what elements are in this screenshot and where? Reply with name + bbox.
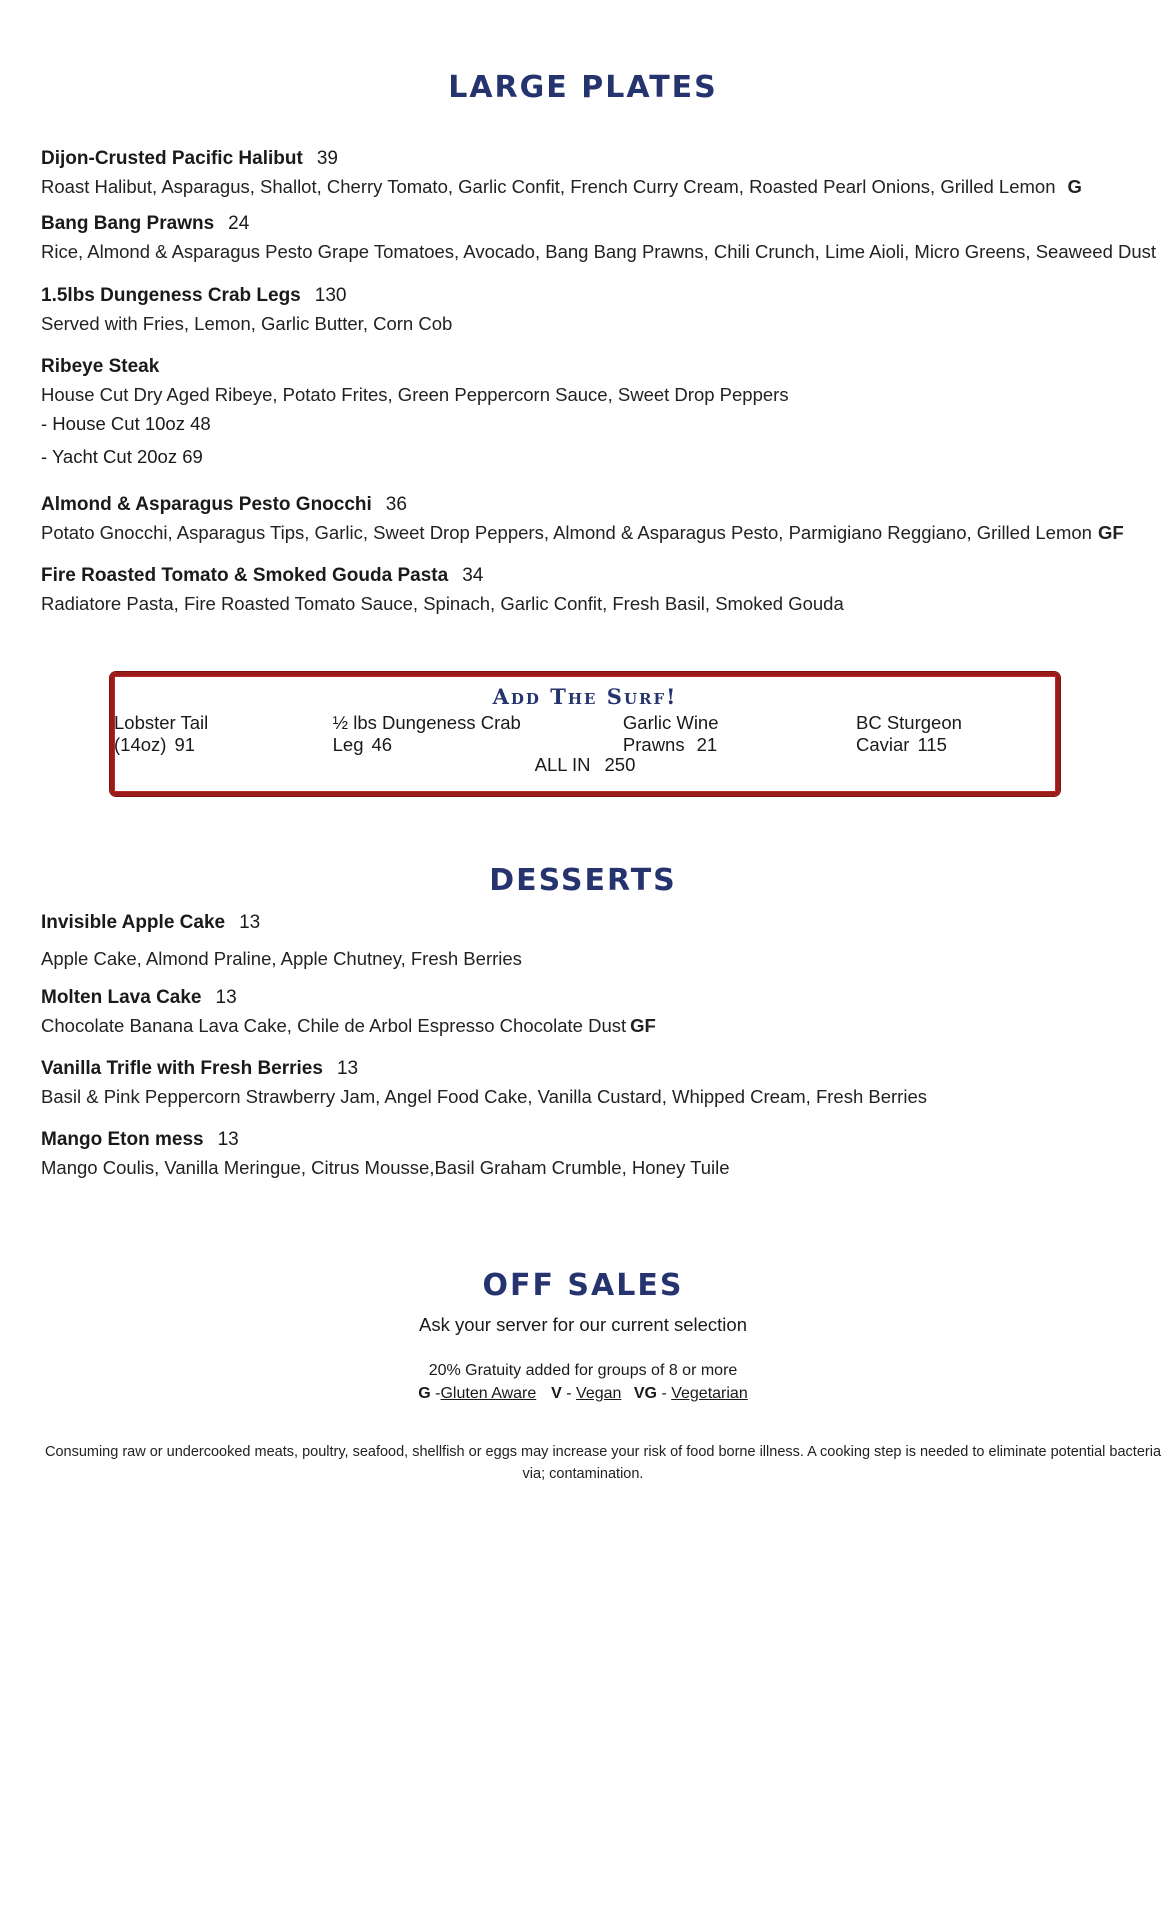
- item-price: 13: [239, 912, 261, 933]
- item-description: Radiatore Pasta, Fire Roasted Tomato Sauce, Spinach, Garlic Confit, Fresh Basil, Smoked Gouda: [41, 593, 844, 614]
- item-description: Potato Gnocchi, Asparagus Tips, Garlic, Sweet Drop Peppers, Almond & Asparagus Pesto, Parmigiano Reggiano, Grilled Lemon: [41, 522, 1092, 543]
- item-price: 13: [336, 1058, 359, 1079]
- item-price: 36: [385, 494, 407, 515]
- item-description: House Cut Dry Aged Ribeye, Potato Frites, Green Peppercorn Sauce, Sweet Drop Peppers: [41, 384, 789, 405]
- diet-tag: G: [1067, 176, 1082, 197]
- surf-item-name: Garlic Wine Prawns: [622, 712, 719, 755]
- diet-legend: G -Gluten Aware V - Vegan VG - Vegetarian: [418, 1385, 748, 1402]
- legend-v-code: V: [551, 1385, 562, 1402]
- disclaimer-line: Consuming raw or undercooked meats, poultry, seafood, shellfish or eggs may increase your risk of food borne illness. A cooking step is needed to eliminate potential bacteria: [44, 1444, 1162, 1460]
- food-safety-disclaimer: [0, 1441, 1166, 1485]
- legend-vg-label: Vegetarian: [671, 1385, 748, 1402]
- item-price: 130: [314, 285, 347, 306]
- all-in-label: ALL IN: [534, 754, 591, 775]
- item-description: Rice, Almond & Asparagus Pesto Grape Tomatoes, Avocado, Bang Bang Prawns, Chili Crunch, Lime Aioli, Micro Greens, Seaweed Dust: [41, 241, 1157, 262]
- item-name: Vanilla Trifle with Fresh Berries: [41, 1058, 323, 1079]
- menu-item-bang-bang-prawns: [41, 213, 1157, 263]
- item-name: Ribeye Steak: [41, 356, 160, 377]
- menu-item-apple-cake: [41, 912, 1121, 970]
- desserts-title: DESSERTS: [489, 863, 677, 898]
- surf-item-price: 46: [371, 734, 393, 755]
- surf-all-in: [114, 754, 1056, 776]
- item-name: Molten Lava Cake: [41, 987, 202, 1008]
- menu-item-ribeye: [41, 356, 1121, 468]
- item-price: 13: [217, 1129, 239, 1150]
- item-name: Invisible Apple Cake: [41, 912, 226, 933]
- item-price: 24: [228, 213, 250, 234]
- disclaimer-line: via; contamination.: [522, 1466, 644, 1482]
- menu-item-vanilla-trifle: [41, 1058, 1121, 1108]
- add-the-surf-box: [110, 672, 1060, 796]
- surf-item: [623, 712, 816, 756]
- surf-item-price: 21: [696, 734, 718, 755]
- gratuity-note: 20% Gratuity added for groups of 8 or more: [428, 1362, 738, 1379]
- surf-item: [856, 712, 1056, 756]
- legend-g-code: G: [418, 1385, 431, 1402]
- menu-item-mango-eton-mess: [41, 1129, 1121, 1179]
- surf-item-price: 91: [174, 734, 196, 755]
- surf-item-name: BC Sturgeon Caviar: [855, 712, 962, 755]
- item-option: - House Cut 10oz 48: [41, 413, 211, 434]
- large-plates-title: LARGE PLATES: [448, 70, 718, 105]
- legend-vg-code: VG: [633, 1385, 657, 1402]
- item-price: 39: [316, 148, 338, 169]
- item-description: Roast Halibut, Asparagus, Shallot, Cherry Tomato, Garlic Confit, French Curry Cream, Roasted Pearl Onions, Grilled Lemon: [41, 176, 1056, 197]
- surf-item-name: ½ lbs Dungeness Crab Leg: [332, 712, 521, 755]
- item-price: 13: [215, 987, 237, 1008]
- all-in-price: 250: [604, 754, 636, 775]
- surf-item: [333, 712, 583, 756]
- off-sales-subtitle: Ask your server for our current selection: [419, 1314, 747, 1335]
- item-description: Apple Cake, Almond Praline, Apple Chutney, Fresh Berries: [41, 948, 522, 969]
- item-name: Fire Roasted Tomato & Smoked Gouda Pasta: [41, 565, 449, 586]
- surf-item-price: 115: [917, 734, 947, 755]
- item-option: - Yacht Cut 20oz 69: [41, 446, 203, 467]
- item-name: Almond & Asparagus Pesto Gnocchi: [41, 494, 372, 515]
- diet-tag: GF: [630, 1015, 656, 1036]
- menu-item-lava-cake: [41, 987, 1121, 1037]
- menu-item-gnocchi: [41, 494, 1124, 544]
- menu-item-halibut: [41, 148, 1121, 198]
- surf-item: [114, 712, 293, 756]
- diet-tag: GF: [1097, 522, 1124, 543]
- surf-items: [114, 712, 1056, 756]
- item-description: Basil & Pink Peppercorn Strawberry Jam, Angel Food Cake, Vanilla Custard, Whipped Cream, Fresh Berries: [41, 1086, 927, 1107]
- item-price: 34: [462, 565, 484, 586]
- menu-item-gouda-pasta: [41, 565, 1121, 615]
- legend-v-label: Vegan: [576, 1385, 622, 1402]
- surf-title: Add The Surf!: [492, 684, 678, 709]
- item-description: Mango Coulis, Vanilla Meringue, Citrus Mousse,Basil Graham Crumble, Honey Tuile: [41, 1157, 730, 1178]
- menu-item-crab-legs: [41, 285, 1121, 335]
- off-sales-title: OFF SALES: [482, 1268, 684, 1303]
- item-name: Mango Eton mess: [41, 1129, 204, 1150]
- surf-item-name: Lobster Tail (14oz): [114, 712, 209, 755]
- item-description: Served with Fries, Lemon, Garlic Butter, Corn Cob: [41, 313, 453, 334]
- item-name: Dijon-Crusted Pacific Halibut: [41, 148, 303, 169]
- item-name: 1.5lbs Dungeness Crab Legs: [41, 285, 301, 306]
- legend-g-label: Gluten Aware: [440, 1385, 537, 1402]
- item-description: Chocolate Banana Lava Cake, Chile de Arbol Espresso Chocolate Dust: [41, 1015, 627, 1036]
- item-name: Bang Bang Prawns: [41, 213, 215, 234]
